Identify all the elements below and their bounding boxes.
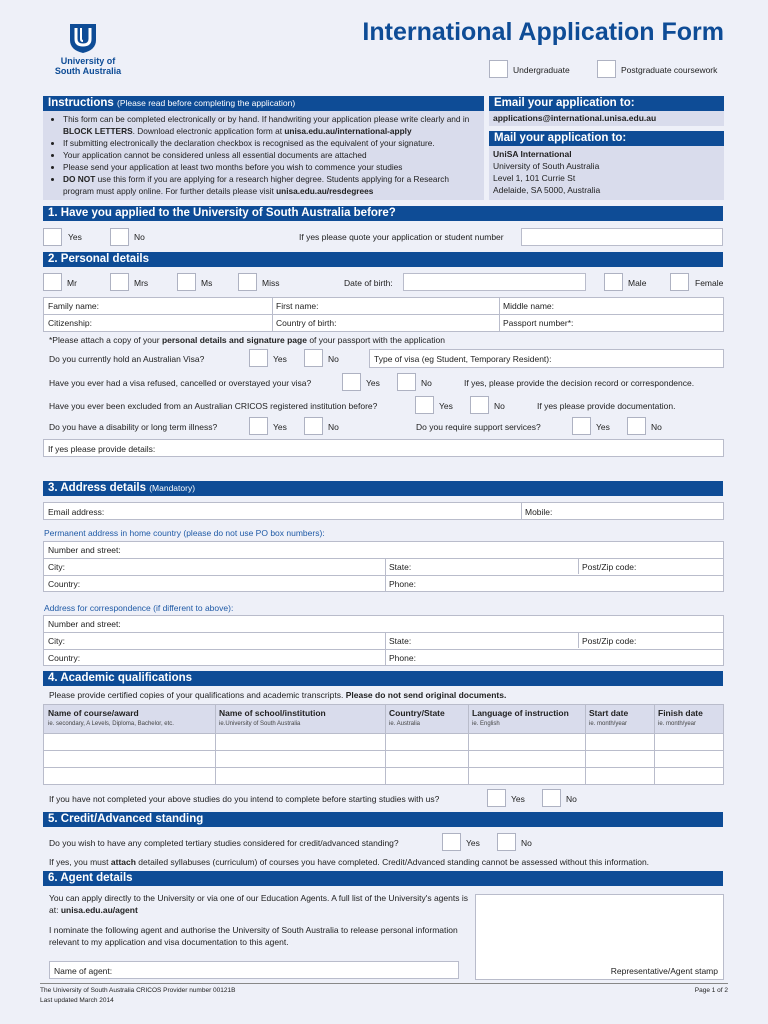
title-mr-label: Mr <box>67 278 77 288</box>
mail-heading: Mail your application to: <box>489 131 724 146</box>
section-3-note: (Mandatory) <box>149 483 196 493</box>
refused-no-checkbox[interactable] <box>397 373 416 391</box>
name-grid <box>43 297 724 332</box>
section-1-heading: 1. Have you applied to the University of South Australia before? <box>43 206 723 221</box>
column-header: Name of course/award <box>48 708 139 718</box>
credit-yes-checkbox[interactable] <box>442 833 461 851</box>
visa-yes-checkbox[interactable] <box>249 349 268 367</box>
city-field[interactable]: City: <box>48 562 65 572</box>
support-yes-checkbox[interactable] <box>572 417 591 435</box>
phone-field[interactable]: Phone: <box>389 579 416 589</box>
excluded-no-checkbox[interactable] <box>470 396 489 414</box>
section-3-heading <box>43 481 723 496</box>
passport-attach-note: *Please attach a copy of your personal details and signature page of your passport with the application <box>49 335 445 345</box>
male-label: Male <box>628 278 647 288</box>
no-label: No <box>134 232 145 242</box>
yes-label: Yes <box>596 422 610 432</box>
yes-label: Yes <box>511 794 525 804</box>
no-label: No <box>521 838 532 848</box>
postcode-field[interactable]: Post/Zip code: <box>582 636 637 646</box>
country-field[interactable]: Country: <box>48 579 81 589</box>
yes-label: Yes <box>273 354 287 364</box>
title-mrs-checkbox[interactable] <box>110 273 129 291</box>
instruction-item: • This form can be completed electronically or by hand. If handwriting your application please write clearly and in BLOCK LETTERS. Download electronic application form at unisa.edu.au/international-apply <box>63 113 480 137</box>
disability-no-checkbox[interactable] <box>304 417 323 435</box>
visa-question: Do you currently hold an Australian Visa? <box>49 354 205 364</box>
title-mrs-label: Mrs <box>134 278 149 288</box>
credit-note: If yes, you must attach detailed syllabuses (curriculum) of courses you have completed. Credit/Advanced standing cannot be assessed without this information. <box>49 857 650 867</box>
applied-no-checkbox[interactable] <box>110 228 129 246</box>
postgraduate-checkbox[interactable] <box>597 60 616 78</box>
yes-label: Yes <box>68 232 82 242</box>
undergraduate-checkbox[interactable] <box>489 60 508 78</box>
mail-line: University of South Australia <box>493 161 600 171</box>
visa-refused-question: Have you ever had a visa refused, cancelled or overstayed your visa? <box>49 378 312 388</box>
agent-name-label: Name of agent: <box>54 966 113 976</box>
state-field[interactable]: State: <box>389 636 412 646</box>
complete-question: If you have not completed your above studies do you intend to complete before starting studies with us? <box>49 794 440 804</box>
application-number-input[interactable] <box>521 228 723 246</box>
column-hint: ie. secondary, A Levels, Diploma, Bachelor, etc. <box>48 721 174 727</box>
state-field[interactable]: State: <box>389 562 412 572</box>
credit-no-checkbox[interactable] <box>497 833 516 851</box>
university-logo <box>48 22 128 82</box>
title-mr-checkbox[interactable] <box>43 273 62 291</box>
permanent-address-grid <box>43 541 724 592</box>
agent-authorisation: I nominate the following agent and authorise the University of South Australia to release personal information relevant to my application and visa documentation to this agent. <box>49 925 458 947</box>
mail-line: Adelaide, SA 5000, Australia <box>493 185 601 195</box>
cricos-note: The University of South Australia CRICOS Provider number 00121B <box>40 987 236 994</box>
title-ms-checkbox[interactable] <box>177 273 196 291</box>
phone-field[interactable]: Phone: <box>389 653 416 663</box>
column-hint: ie. English <box>472 721 500 727</box>
column-hint: ie. Australia <box>389 721 421 727</box>
street-field[interactable]: Number and street: <box>48 619 121 629</box>
section-3-title: 3. Address details <box>48 482 147 494</box>
instructions-list <box>43 111 484 197</box>
yes-label: Yes <box>273 422 287 432</box>
country-field[interactable]: Country: <box>48 653 81 663</box>
mail-name: UniSA International <box>493 149 572 159</box>
details-label: If yes please provide details: <box>48 444 156 454</box>
column-header: Name of school/institution <box>219 708 326 718</box>
family-name-field[interactable]: Family name: <box>48 301 100 311</box>
mail-panel <box>489 131 724 200</box>
excluded-note: If yes please provide documentation. <box>537 401 676 411</box>
column-hint: ie. month/year <box>589 721 628 727</box>
logo-line-1: University of <box>60 56 116 66</box>
middle-name-field[interactable]: Middle name: <box>503 301 555 311</box>
instruction-item: • DO NOT use this form if you are applying for a research higher degree. Students applying for a Research program must apply online. For further details please visit unisa.edu.au/resdegrees <box>63 173 480 197</box>
country-of-birth-field[interactable]: Country of birth: <box>276 318 337 328</box>
first-name-field[interactable]: First name: <box>276 301 319 311</box>
title-miss-label: Miss <box>262 278 280 288</box>
page-number: Page 1 of 2 <box>694 987 728 994</box>
correspondence-address-grid <box>43 615 724 666</box>
visa-type-label: Type of visa (eg Student, Temporary Resident): <box>374 354 552 364</box>
no-label: No <box>421 378 432 388</box>
instructions-note: (Please read before completing the application) <box>117 98 296 108</box>
male-checkbox[interactable] <box>604 273 623 291</box>
no-label: No <box>494 401 505 411</box>
yes-label: Yes <box>466 838 480 848</box>
agent-link[interactable]: unisa.edu.au/agent <box>60 904 138 915</box>
agent-intro: You can apply directly to the University or via one of our Education Agents. A full list of the University's agents is at: unisa.edu.au/agent <box>49 893 468 915</box>
logo-line-2: South Australia <box>54 66 122 76</box>
disability-yes-checkbox[interactable] <box>249 417 268 435</box>
instructions-heading: Instructions <box>48 97 114 109</box>
agent-name-input[interactable] <box>49 961 459 979</box>
female-checkbox[interactable] <box>670 273 689 291</box>
email-address: applications@international.unisa.edu.au <box>493 113 657 123</box>
last-updated: Last updated March 2014 <box>40 997 114 1004</box>
dob-label: Date of birth: <box>344 278 393 288</box>
email-field[interactable]: Email address: <box>48 507 105 517</box>
passport-number-field[interactable]: Passport number*: <box>503 318 574 328</box>
instruction-item: • Please send your application at least two months before you wish to commence your studies <box>63 161 480 173</box>
qualifications-intro: Please provide certified copies of your qualifications and academic transcripts. Please do not send original documents. <box>49 690 507 700</box>
email-heading: Email your application to: <box>489 96 724 111</box>
email-panel <box>489 96 724 126</box>
title-miss-checkbox[interactable] <box>238 273 257 291</box>
permanent-address-heading: Permanent address in home country (please do not use PO box numbers): <box>44 528 325 538</box>
complete-no-checkbox[interactable] <box>542 789 561 807</box>
column-header: Language of instruction <box>472 708 569 718</box>
excluded-yes-checkbox[interactable] <box>415 396 434 414</box>
undergraduate-label: Undergraduate <box>513 65 570 75</box>
yes-label: Yes <box>439 401 453 411</box>
column-hint: ie.University of South Australia <box>219 721 301 727</box>
postcode-field[interactable]: Post/Zip code: <box>582 562 637 572</box>
column-hint: ie. month/year <box>658 721 697 727</box>
disability-question: Do you have a disability or long term illness? <box>49 422 218 432</box>
contact-grid <box>43 502 724 520</box>
no-label: No <box>328 354 339 364</box>
section-5-heading: 5. Credit/Advanced standing <box>43 812 723 827</box>
visa-type-input[interactable] <box>369 349 724 368</box>
visa-no-checkbox[interactable] <box>304 349 323 367</box>
column-header: Country/State <box>389 708 445 718</box>
mail-line: Level 1, 101 Currie St <box>493 173 576 183</box>
correspondence-address-heading: Address for correspondence (if different to above): <box>44 603 234 613</box>
postgraduate-label: Postgraduate coursework <box>621 65 718 75</box>
page-title: International Application Form <box>362 18 724 46</box>
support-question: Do you require support services? <box>416 422 541 432</box>
applied-yes-checkbox[interactable] <box>43 228 62 246</box>
yes-label: Yes <box>366 378 380 388</box>
refused-note: If yes, please provide the decision record or correspondence. <box>464 378 695 388</box>
instruction-item: • If submitting electronically the declaration checkbox is recognised as the equivalent of your signature. <box>63 137 480 149</box>
street-field[interactable]: Number and street: <box>48 545 121 555</box>
column-header: Start date <box>589 708 629 718</box>
instruction-item: • Your application cannot be considered unless all essential documents are attached <box>63 149 480 161</box>
section-6-heading: 6. Agent details <box>43 871 723 886</box>
details-input[interactable] <box>43 439 724 457</box>
dob-input[interactable] <box>403 273 586 291</box>
credit-question: Do you wish to have any completed tertiary studies considered for credit/advanced standing? <box>49 838 399 848</box>
instructions-panel <box>43 96 484 200</box>
agent-stamp-box[interactable] <box>475 894 724 980</box>
no-label: No <box>651 422 662 432</box>
refused-yes-checkbox[interactable] <box>342 373 361 391</box>
no-label: No <box>328 422 339 432</box>
mobile-field[interactable]: Mobile: <box>525 507 553 517</box>
section-4-heading: 4. Academic qualifications <box>43 671 723 686</box>
section-2-heading: 2. Personal details <box>43 252 723 267</box>
title-ms-label: Ms <box>201 278 213 288</box>
complete-yes-checkbox[interactable] <box>487 789 506 807</box>
column-header: Finish date <box>658 708 703 718</box>
application-number-prompt: If yes please quote your application or student number <box>299 232 504 242</box>
city-field[interactable]: City: <box>48 636 65 646</box>
support-no-checkbox[interactable] <box>627 417 646 435</box>
no-label: No <box>566 794 577 804</box>
qualifications-table <box>43 704 724 785</box>
female-label: Female <box>695 278 724 288</box>
citizenship-field[interactable]: Citizenship: <box>48 318 92 328</box>
agent-stamp-label: Representative/Agent stamp <box>610 966 718 976</box>
excluded-question: Have you ever been excluded from an Australian CRICOS registered institution before? <box>49 401 378 411</box>
shield-icon <box>68 22 98 54</box>
